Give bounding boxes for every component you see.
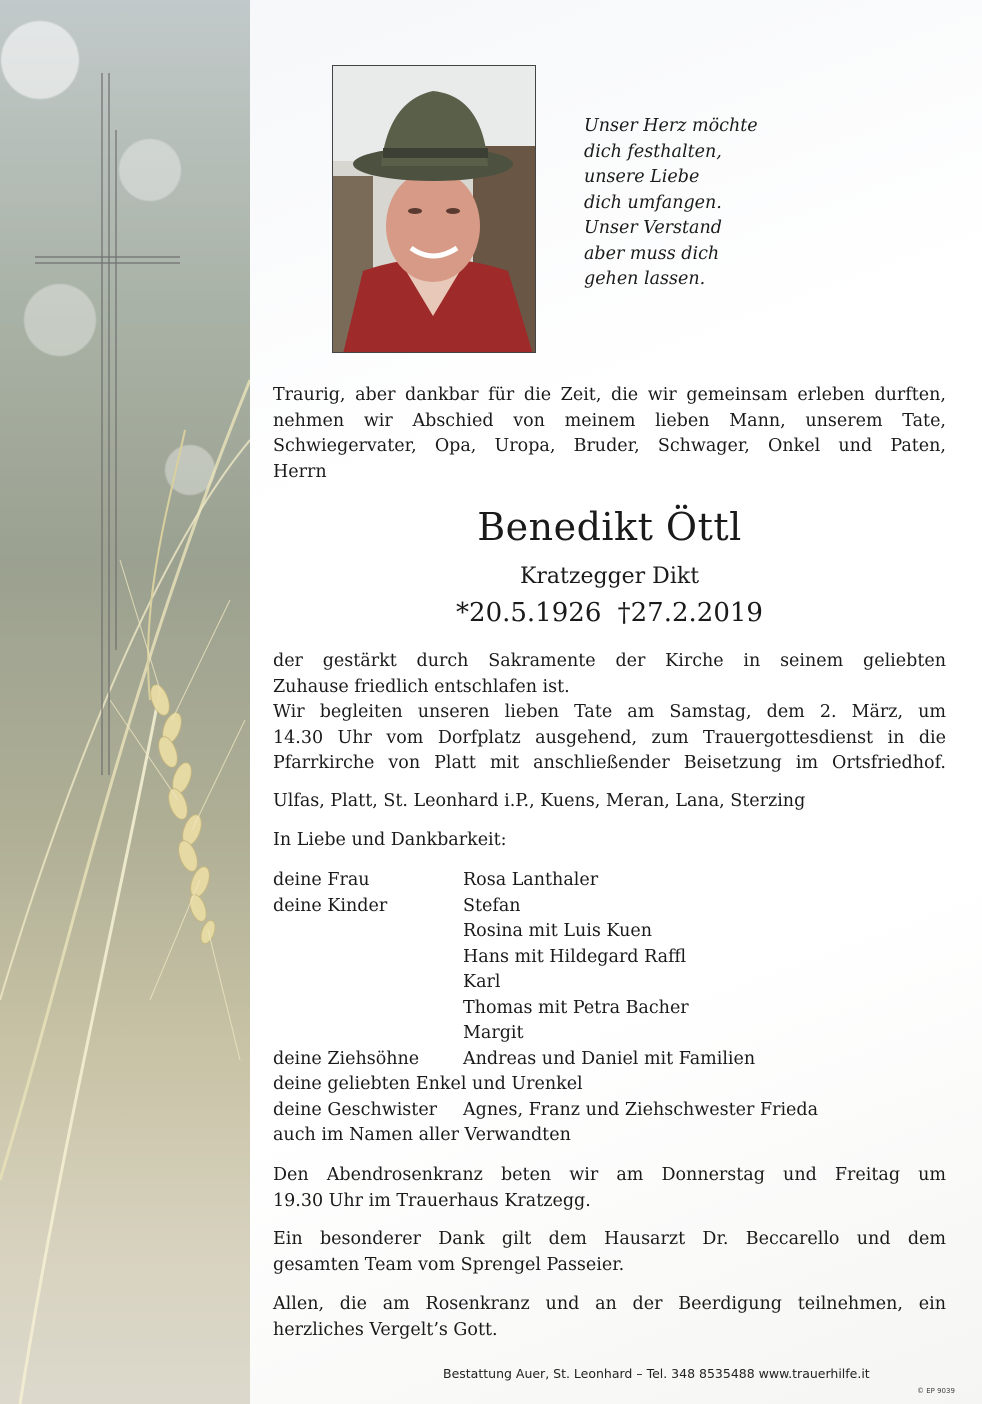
family-names: Stefan [463,895,521,916]
family-names: Thomas mit Petra Bacher [463,997,689,1018]
announcement-line: Zuhause friedlich entschlafen ist. [273,676,570,697]
announcement-line: Pfarrkirche von Platt mit anschließender Beisetzung im Ortsfriedhof. [273,753,946,773]
family-row [273,1021,818,1047]
intro-paragraph [273,383,946,485]
family-row [273,1072,818,1098]
deceased-name: Benedikt Öttl [477,505,742,549]
announcement-line: Wir begleiten unseren lieben Tate am Samstag, dem 2. März, um [273,702,946,722]
rosary-line: 19.30 Uhr im Trauerhaus Kratzegg. [273,1190,591,1211]
announcement-line: der gestärkt durch Sakramente der Kirche in seinem geliebten [273,651,946,671]
poem-line: dich festhalten, [584,141,722,162]
family-names: Hans mit Hildegard Raffl [463,946,687,967]
family-row [273,919,818,945]
family-relation [273,996,463,1022]
family-relation [273,1021,463,1047]
family-relation: deine Kinder [273,895,388,916]
intro-line: nehmen wir Abschied von meinem lieben Mann, unserem Tate, [273,410,946,431]
family-row [273,1123,818,1149]
family-row [273,1047,818,1073]
family-names: Rosina mit Luis Kuen [463,921,652,941]
announcement-line: 14.30 Uhr vom Dorfplatz ausgehend, zum Trauergottesdienst in die [273,727,946,748]
family-relation: deine Geschwister [273,1099,438,1120]
print-code: © EP 9039 [917,1387,955,1395]
rosary-line: Den Abendrosenkranz beten wir am Donnerstag und Freitag um [273,1165,946,1185]
family-row [273,868,818,894]
family-names: Rosa Lanthaler [463,870,599,890]
closing-line: herzliches Vergelt’s Gott. [273,1319,498,1340]
poem-line: gehen lassen. [584,269,706,289]
intro-line: Schwiegervater, Opa, Uropa, Bruder, Schwager, Onkel und Paten, [273,436,946,456]
places-line: Ulfas, Platt, St. Leonhard i.P., Kuens, Meran, Lana, Sterzing [273,791,806,811]
thanks-line: gesamten Team vom Sprengel Passeier. [273,1254,625,1275]
family-relation [273,970,463,996]
portrait-photo [332,65,536,353]
thanks-paragraph [273,1227,946,1278]
family-list [273,868,818,1149]
portrait-illustration [333,66,536,353]
family-relation: auch im Namen aller Verwandten [273,1125,571,1145]
deceased-nickname: Kratzegger Dikt [519,564,700,589]
poem-line: dich umfangen. [584,192,722,213]
closing-paragraph [273,1292,946,1343]
closing-line: Allen, die am Rosenkranz und an der Beerdigung teilnehmen, ein [273,1294,946,1314]
rosary-paragraph [273,1163,946,1214]
family-relation [273,919,463,945]
family-relation: deine geliebten Enkel und Urenkel [273,1074,583,1094]
family-names: Margit [463,1023,524,1043]
family-row [273,970,818,996]
funeral-home-footer: Bestattung Auer, St. Leonhard – Tel. 348 8535488 www.trauerhilfe.it [443,1366,870,1381]
memorial-poem [584,114,844,293]
poem-line: Unser Verstand [584,218,722,238]
family-row [273,1098,818,1124]
family-names: Karl [463,972,501,992]
intro-line: Herrn [273,461,327,482]
family-relation [273,945,463,971]
love-line: In Liebe und Dankbarkeit: [273,830,507,850]
family-relation: deine Frau [273,870,370,890]
family-row [273,945,818,971]
poem-line: unsere Liebe [584,167,700,187]
life-dates: *20.5.1926 †27.2.2019 [456,598,763,628]
cross-icon [0,0,250,800]
announcement-paragraph [273,649,946,777]
thanks-line: Ein besonderer Dank gilt dem Hausarzt Dr. Beccarello und dem [273,1229,946,1249]
family-row [273,894,818,920]
poem-line: aber muss dich [584,243,720,264]
family-names: Andreas und Daniel mit Familien [463,1048,756,1069]
poem-line: Unser Herz möchte [584,116,758,136]
family-relation: deine Ziehsöhne [273,1048,420,1069]
family-row [273,996,818,1022]
intro-line: Traurig, aber dankbar für die Zeit, die wir gemeinsam erleben durften, [273,385,946,405]
family-names: Agnes, Franz und Ziehschwester Frieda [463,1099,819,1120]
